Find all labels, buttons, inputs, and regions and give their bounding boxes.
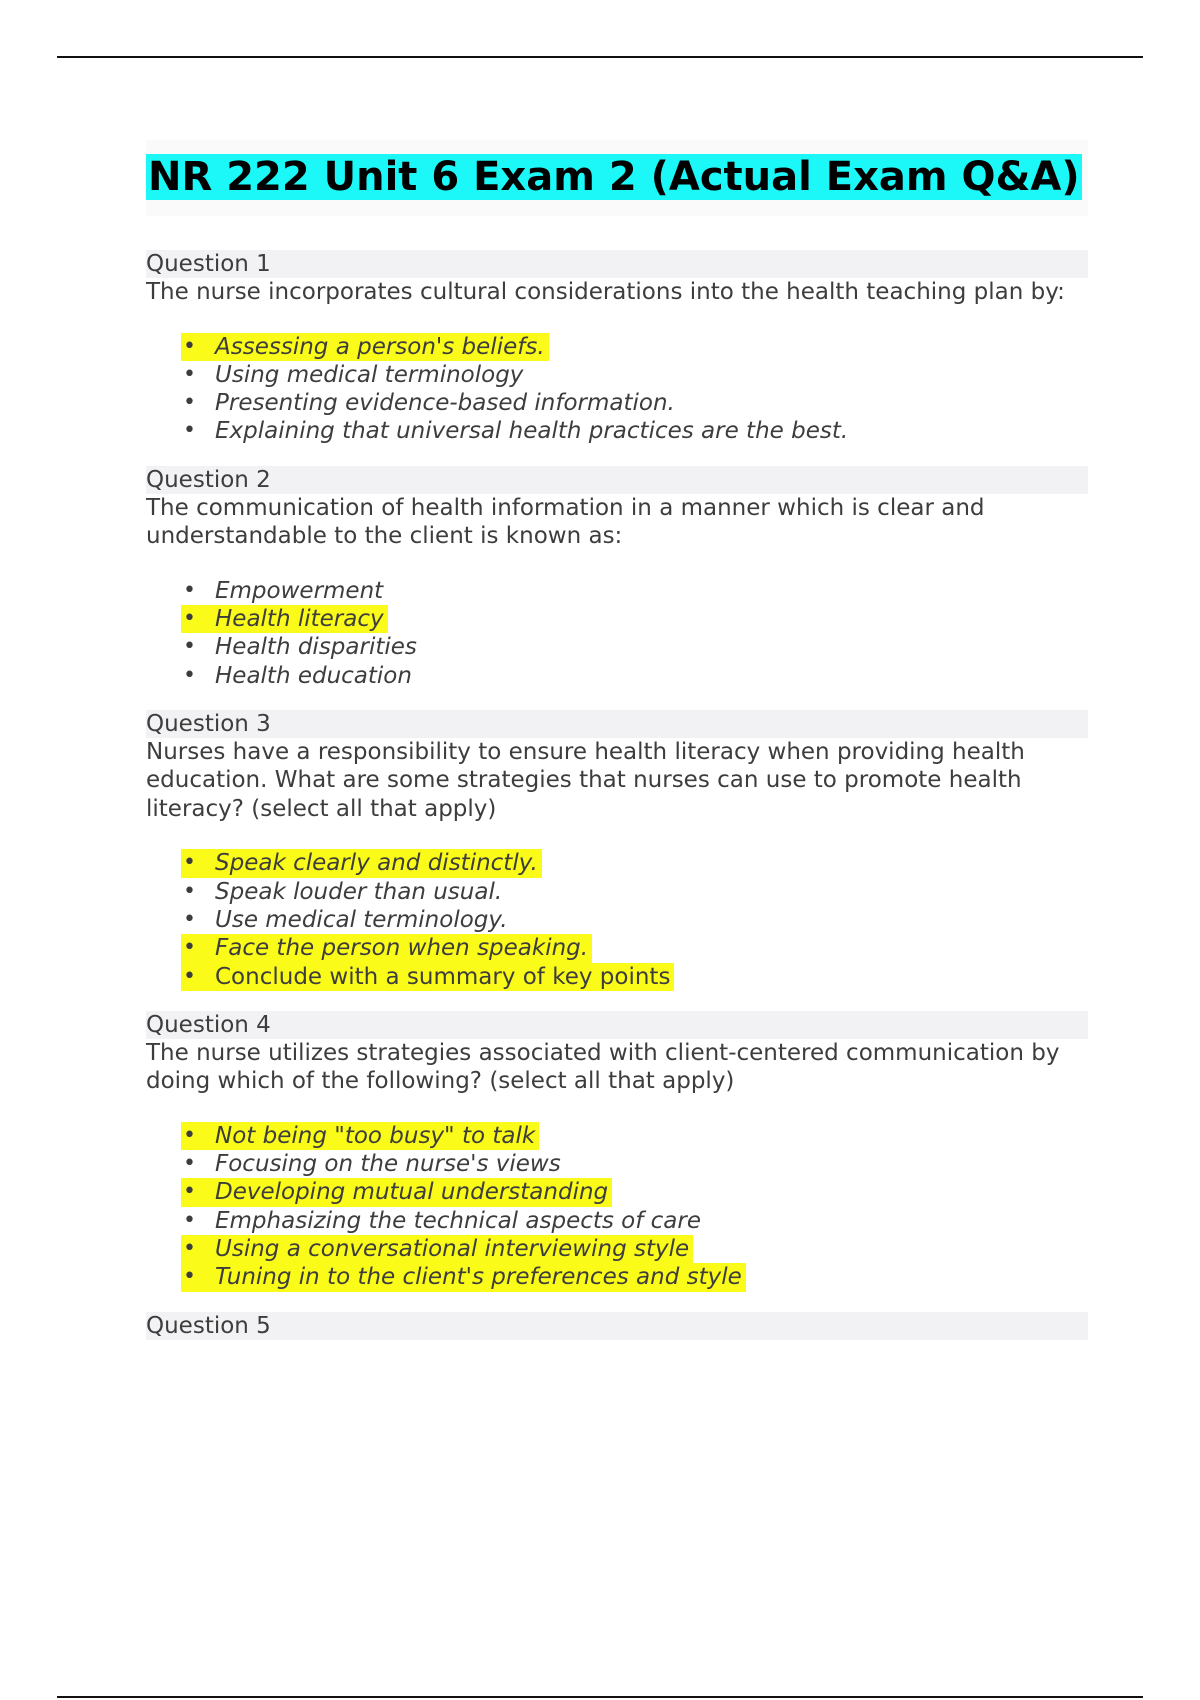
answer-label: Face the person when speaking.	[215, 935, 589, 962]
answer-option-list	[146, 1122, 1088, 1292]
answer-label: Explaining that universal health practices are the best.	[215, 418, 849, 445]
answer-label: Health disparities	[215, 634, 417, 661]
answer-choice	[181, 906, 512, 934]
highlighted-answer	[181, 849, 542, 877]
answer-option	[146, 906, 1088, 934]
answer-option-list	[146, 849, 1088, 990]
answer-option	[146, 1150, 1088, 1178]
answer-choice	[181, 1207, 705, 1235]
bullet-icon: •	[183, 1151, 196, 1177]
bullet-icon: •	[183, 361, 196, 387]
highlighted-answer	[181, 963, 674, 991]
answer-label: Tuning in to the client's preferences and style	[215, 1264, 742, 1291]
answer-option	[146, 389, 1088, 417]
answer-option	[146, 878, 1088, 906]
bullet-icon: •	[183, 418, 196, 444]
answer-label: Using medical terminology	[215, 361, 524, 388]
bullet-icon: •	[183, 878, 196, 904]
highlighted-answer	[181, 333, 549, 361]
question-heading: Question 1	[146, 250, 1088, 278]
answer-option	[146, 1207, 1088, 1235]
question-text: The communication of health information in a manner which is clear and understandable to the client is known as:	[146, 494, 985, 550]
highlighted-answer	[181, 1178, 612, 1206]
answer-choice	[181, 662, 416, 690]
answer-label: Health education	[215, 662, 412, 689]
bullet-icon: •	[183, 662, 196, 688]
question-block	[146, 1312, 1088, 1340]
answer-choice	[181, 361, 527, 389]
page-top-rule	[57, 56, 1143, 58]
highlighted-answer	[181, 934, 592, 962]
question-text: The nurse utilizes strategies associated with client-centered communication by doing which of the following? (select all that apply)	[146, 1039, 1060, 1095]
question-heading: Question 4	[146, 1011, 1088, 1039]
page-bottom-rule	[57, 1696, 1143, 1698]
answer-label: Conclude with a summary of key points	[215, 963, 671, 990]
answer-label: Use medical terminology.	[215, 906, 508, 933]
answer-choice	[181, 417, 852, 445]
bullet-icon: •	[183, 1236, 196, 1262]
bullet-icon: •	[183, 605, 196, 631]
answer-option	[146, 662, 1088, 690]
answer-label: Health literacy	[215, 605, 384, 632]
answer-label: Not being "too busy" to talk	[215, 1122, 536, 1149]
answer-option	[146, 1235, 1088, 1263]
answer-choice	[181, 1150, 565, 1178]
question-block	[146, 710, 1088, 991]
answer-option	[146, 934, 1088, 962]
bullet-icon: •	[183, 577, 196, 603]
answer-option	[146, 1178, 1088, 1206]
bullet-icon: •	[183, 850, 196, 876]
bullet-icon: •	[183, 634, 196, 660]
answer-label: Speak louder than usual.	[215, 878, 503, 905]
bullet-icon: •	[183, 1122, 196, 1148]
bullet-icon: •	[183, 1264, 196, 1290]
answer-option-list	[146, 333, 1088, 446]
question-heading: Question 5	[146, 1312, 1088, 1340]
bullet-icon: •	[183, 1179, 196, 1205]
answer-option	[146, 605, 1088, 633]
bullet-icon: •	[183, 390, 196, 416]
answer-label: Presenting evidence-based information.	[215, 390, 675, 417]
question-block	[146, 1011, 1088, 1292]
bullet-icon: •	[183, 333, 196, 359]
document-title: NR 222 Unit 6 Exam 2 (Actual Exam Q&A)	[148, 154, 1080, 200]
highlighted-answer	[181, 1235, 693, 1263]
answer-choice	[181, 878, 506, 906]
question-heading: Question 2	[146, 466, 1088, 494]
bullet-icon: •	[183, 1207, 196, 1233]
answer-choice	[181, 633, 421, 661]
question-block	[146, 466, 1088, 690]
answer-option	[146, 577, 1088, 605]
bullet-icon: •	[183, 935, 196, 961]
answer-option	[146, 361, 1088, 389]
bullet-icon: •	[183, 906, 196, 932]
answer-label: Emphasizing the technical aspects of care	[215, 1207, 701, 1234]
question-text: The nurse incorporates cultural considerations into the health teaching plan by:	[146, 279, 1065, 305]
answer-option	[146, 633, 1088, 661]
answer-label: Empowerment	[215, 577, 384, 604]
bullet-icon: •	[183, 963, 196, 989]
answer-label: Using a conversational interviewing style	[215, 1236, 690, 1263]
answer-option	[146, 963, 1088, 991]
document-body	[146, 140, 1088, 1340]
answer-option	[146, 849, 1088, 877]
answer-option	[146, 1263, 1088, 1291]
answer-label: Focusing on the nurse's views	[215, 1151, 561, 1178]
question-block	[146, 250, 1088, 446]
answer-option-list	[146, 577, 1088, 690]
answer-label: Speak clearly and distinctly.	[215, 850, 538, 877]
answer-choice	[181, 389, 679, 417]
answer-option	[146, 1122, 1088, 1150]
answer-option	[146, 333, 1088, 361]
question-list	[146, 250, 1088, 1340]
question-heading: Question 3	[146, 710, 1088, 738]
highlighted-answer	[181, 1263, 746, 1291]
highlighted-answer	[181, 605, 388, 633]
answer-label: Developing mutual understanding	[215, 1179, 609, 1206]
answer-option	[146, 417, 1088, 445]
question-text: Nurses have a responsibility to ensure health literacy when providing health education. What are some strategies that nurses can use to promote health literacy? (select all that apply)	[146, 738, 1025, 822]
answer-label: Assessing a person's beliefs.	[215, 333, 545, 360]
title-bar	[146, 140, 1088, 216]
highlighted-answer	[181, 1122, 539, 1150]
answer-choice	[181, 577, 387, 605]
